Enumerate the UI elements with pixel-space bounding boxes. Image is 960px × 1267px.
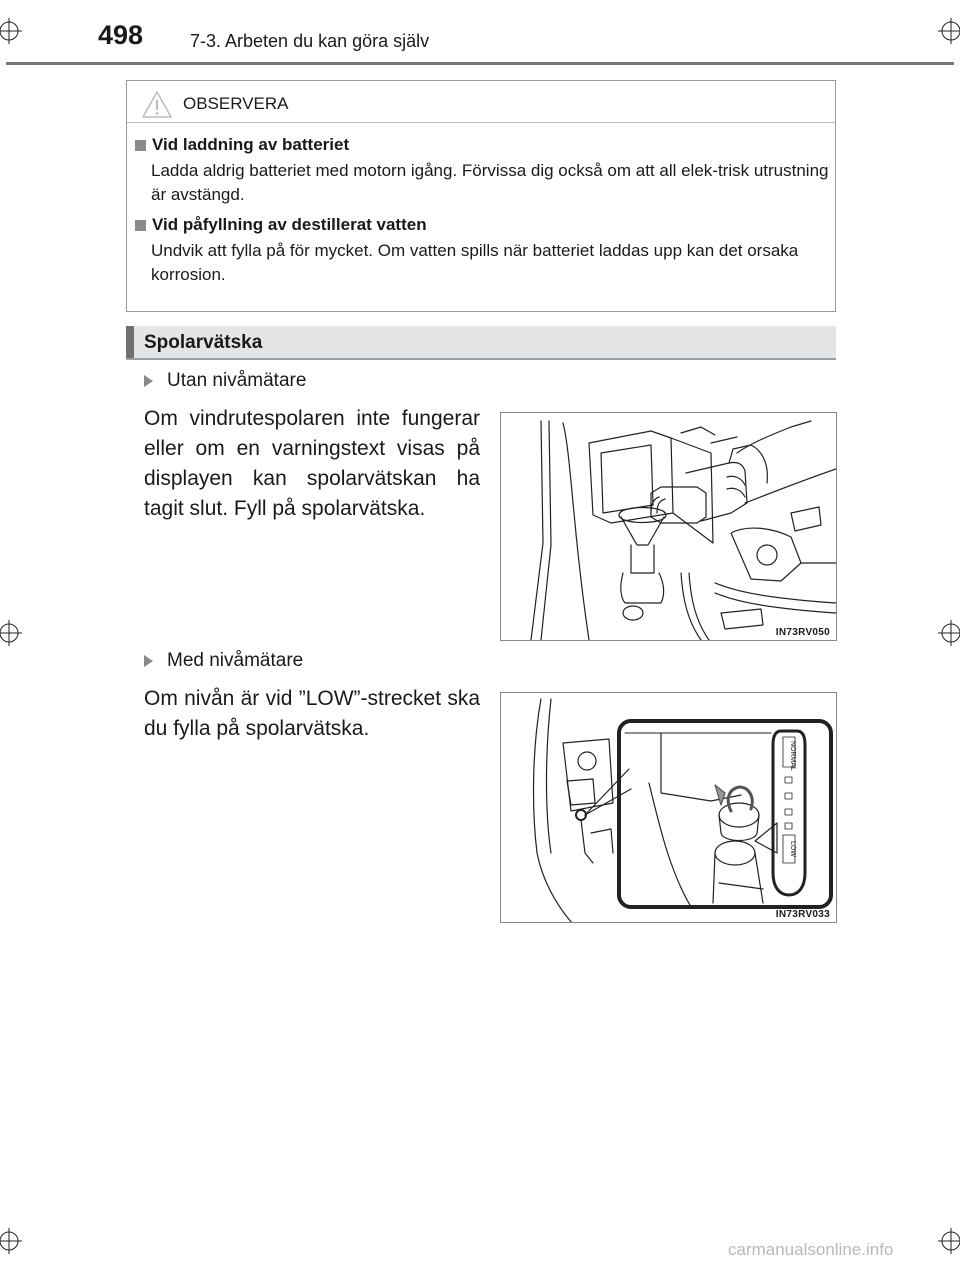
- registration-mark: [938, 1228, 960, 1254]
- registration-mark: [938, 620, 960, 646]
- page-number: 498: [98, 20, 144, 50]
- watermark: carmanualsonline.info: [728, 1240, 894, 1259]
- header-rule: [6, 62, 954, 65]
- registration-mark: [0, 1228, 22, 1254]
- gauge-high-label: NORMAL: [789, 741, 796, 771]
- section-title: Spolarvätska: [144, 332, 263, 353]
- caution-header: [141, 87, 289, 121]
- caution-item-text: Undvik att fylla på för mycket. Om vatten spills när batteriet laddas upp kan det orsaka korrosion.: [151, 241, 799, 284]
- section-accent: [126, 326, 134, 358]
- caution-item-text: Ladda aldrig batteriet med motorn igång. Förvissa dig också om att all elek-trisk utrustning är avstängd.: [151, 161, 829, 204]
- subheading-bullet: [144, 370, 306, 392]
- caution-divider: [127, 122, 835, 123]
- registration-mark: [0, 620, 22, 646]
- figure-washer-funnel: [500, 412, 837, 641]
- registration-mark: [0, 18, 22, 44]
- section-heading-bar: [126, 326, 836, 360]
- triangle-bullet-icon: [144, 655, 153, 667]
- washer-fill-illustration: [501, 413, 836, 640]
- instruction-text: Om vindrutespolaren inte fungerar eller om en varningstext visas på displayen kan spolarvätskan ha tagit slut. Fyll på spolarvätska.: [144, 407, 480, 520]
- subheading-text: Med nivåmätare: [167, 650, 304, 671]
- level-gauge-illustration: [501, 693, 836, 922]
- subheading-bullet: [144, 650, 303, 672]
- caution-item: [135, 215, 830, 287]
- figure-code: IN73RV050: [775, 627, 830, 638]
- figure-washer-gauge: [500, 692, 837, 923]
- square-bullet-icon: [135, 140, 146, 151]
- gauge-low-label: LOW: [789, 841, 796, 857]
- caution-item: [135, 135, 830, 207]
- instruction-text: Om nivån är vid ”LOW”-strecket ska du fylla på spolarvätska.: [144, 687, 480, 740]
- chapter-title: 7-3. Arbeten du kan göra själv: [190, 31, 430, 51]
- figure-code: IN73RV033: [775, 909, 830, 920]
- caution-item-heading: Vid laddning av batteriet: [152, 135, 350, 154]
- triangle-bullet-icon: [144, 375, 153, 387]
- subheading-text: Utan nivåmätare: [167, 370, 307, 391]
- caution-item-heading: Vid påfyllning av destillerat vatten: [152, 215, 427, 234]
- caution-box: [126, 80, 836, 312]
- registration-mark: [938, 18, 960, 44]
- square-bullet-icon: [135, 220, 146, 231]
- caution-title: OBSERVERA: [183, 94, 289, 113]
- warning-icon: [141, 90, 173, 119]
